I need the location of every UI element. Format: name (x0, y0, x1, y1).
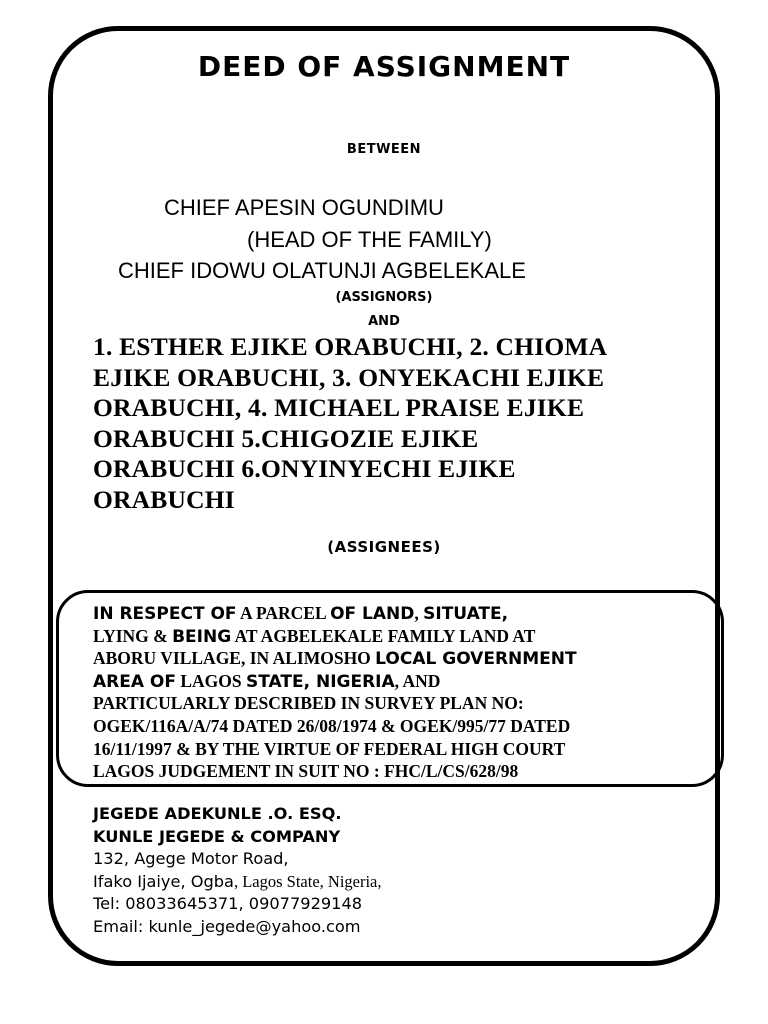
assignor-role: (HEAD OF THE FAMILY) (247, 227, 492, 252)
counsel-footer (93, 803, 382, 938)
and-label: AND (368, 314, 400, 329)
desc-text: BEING (172, 626, 232, 647)
assignors-label: (ASSIGNORS) (335, 290, 433, 305)
assignees-line: ORABUCHI 5.CHIGOZIE EJIKE (93, 423, 479, 453)
assignor-name-1: CHIEF APESIN OGUNDIMU (164, 195, 444, 220)
property-description (93, 602, 693, 783)
description-line: 16/11/1997 & BY THE VIRTUE OF FEDERAL HIGH COURT (93, 738, 566, 759)
email: Email: kunle_jegede@yahoo.com (93, 916, 361, 936)
assignees-line: ORABUCHI, 4. MICHAEL PRAISE EJIKE (93, 393, 585, 423)
desc-text: SITUATE, (423, 604, 509, 624)
desc-text: , AND (394, 670, 441, 691)
document-title: DEED OF ASSIGNMENT (197, 50, 571, 83)
desc-text: STATE, NIGERIA (246, 671, 395, 692)
desc-text: ABORU VILLAGE, IN ALIMOSHO (93, 648, 376, 669)
desc-text: OF LAND (330, 604, 415, 624)
desc-text: AREA OF (93, 671, 176, 692)
assignees-names (93, 332, 693, 516)
assignees-line: 1. ESTHER EJIKE ORABUCHI, 2. CHIOMA (93, 332, 608, 361)
desc-text: , (414, 603, 424, 623)
desc-text: LOCAL GOVERNMENT (375, 649, 577, 670)
address-line-1: 132, Agege Motor Road, (93, 849, 289, 868)
firm-name: KUNLE JEGEDE & COMPANY (93, 826, 341, 846)
between-label: BETWEEN (346, 142, 422, 157)
address-text: Ifako Ijaiye, Ogba (93, 871, 234, 891)
assignees-line: ORABUCHI (93, 484, 235, 514)
telephone: Tel: 08033645371, 09077929148 (93, 894, 363, 913)
description-line (93, 647, 693, 670)
description-line: OGEK/116A/A/74 DATED 26/08/1974 & OGEK/995/77 DATED (93, 715, 571, 736)
description-line: LAGOS JUDGEMENT IN SUIT NO : FHC/L/CS/628/98 (93, 761, 519, 782)
description-line: PARTICULARLY DESCRIBED IN SURVEY PLAN NO: (93, 693, 524, 714)
desc-text: A PARCEL (236, 603, 331, 623)
assignees-label: (ASSIGNEES) (327, 538, 441, 556)
desc-text: AT AGBELEKALE FAMILY LAND AT (231, 625, 536, 646)
counsel-name: JEGEDE ADEKUNLE .O. ESQ. (93, 804, 342, 823)
desc-text: LAGOS (176, 670, 247, 691)
description-line (93, 670, 693, 693)
desc-text: IN RESPECT OF (93, 604, 237, 624)
assignees-line: ORABUCHI 6.ONYINYECHI EJIKE (93, 454, 516, 484)
description-line (93, 625, 693, 648)
desc-text: LYING & (93, 625, 173, 646)
assignees-line: EJIKE ORABUCHI, 3. ONYEKACHI EJIKE (93, 362, 605, 392)
assignor-name-2: CHIEF IDOWU OLATUNJI AGBELEKALE (118, 258, 526, 283)
address-text: , Lagos State, Nigeria, (233, 871, 382, 891)
address-line-2 (93, 871, 382, 894)
description-line (93, 602, 693, 625)
